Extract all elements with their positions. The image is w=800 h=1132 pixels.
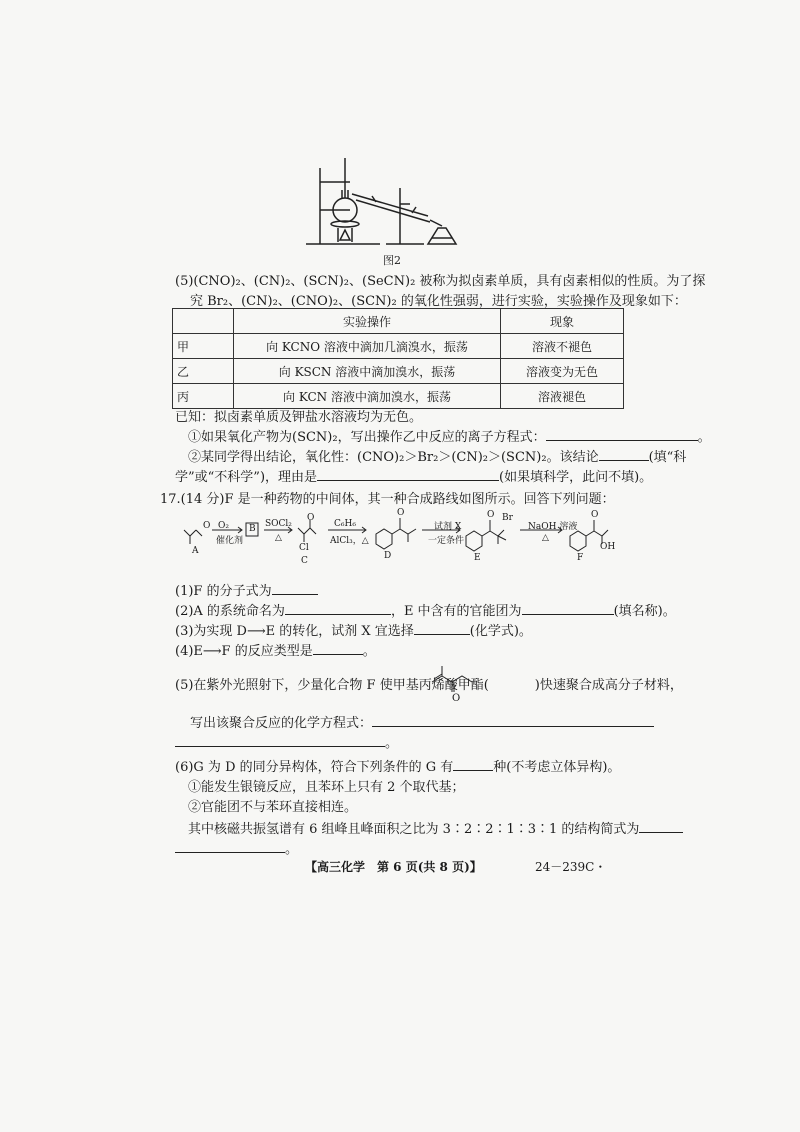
table-cell: 乙 [173,359,234,384]
answer-blank[interactable] [317,466,499,481]
q17-text: (1)F 的分子式为 [175,584,272,599]
q17-text: (化学式)。 [469,624,532,639]
q5-sub2-cont [175,466,652,485]
period: 。 [385,736,399,751]
table-cell: 甲 [173,334,234,359]
table-cell: 向 KCNO 溶液中滴加几滴溴水，振荡 [234,334,501,359]
q17-p1 [175,580,318,599]
period: 。 [697,430,711,445]
reagent-label: 催化剂 [216,536,244,546]
table-cell: 向 KSCN 溶液中滴加溴水，振荡 [234,359,501,384]
atom-label: O [397,508,405,518]
reagent-label: △ [275,533,282,543]
table-header: 现象 [501,309,624,334]
compound-label-b: B [249,524,256,534]
table-row [173,359,624,384]
reagent-label: SOCl₂ [265,519,292,529]
atom-label: OH [600,542,616,552]
table-cell: 溶液褪色 [501,384,624,409]
atom-label: Cl [299,543,309,553]
table-cell: 溶液不褪色 [501,334,624,359]
q17-text: (6)G 为 D 的同分异构体，符合下列条件的 G 有 [175,760,454,775]
q17-intro: 17.(14 分)F 是一种药物的中间体，其一种合成路线如图所示。回答下列问题： [160,492,615,507]
q5-sub2-text: (如果填科学，此问不填)。 [499,470,653,485]
page-code: 24－239C・ [535,860,607,874]
q17-text: (5)在紫外光照射下，少量化合物 F 使甲基丙烯酸甲酯( [175,678,489,693]
q5-sub1-text: ①如果氧化产物为(SCN)₂，写出操作乙中反应的离子方程式： [188,430,546,445]
q17-text: 其中核磁共振氢谱有 6 组峰且峰面积之比为 3∶2∶2∶1∶3∶1 的结构简式为 [188,822,640,837]
q17-p6 [175,756,620,775]
answer-blank[interactable] [599,446,649,461]
atom-label: O [487,510,495,520]
table-cell: 向 KCN 溶液中滴加溴水，振荡 [234,384,501,409]
q17-p5-eq-cont [175,732,398,751]
answer-blank[interactable] [285,600,391,615]
figure-caption: 图2 [383,254,401,267]
atom-label: O [203,521,211,531]
reagent-label: 一定条件 [428,536,465,546]
q5-sub1 [188,426,711,445]
distillation-apparatus-figure [300,158,480,250]
q5-line1: (5)(CNO)₂、(CN)₂、(SCN)₂、(SeCN)₂ 被称为拟卤素单质，具有卤素相似的性质。为了探 [175,274,706,289]
table-header [173,309,234,334]
q17-text: 写出该聚合反应的化学方程式： [190,716,373,731]
answer-blank[interactable] [414,620,470,635]
table-cell: 溶液变为无色 [501,359,624,384]
answer-blank[interactable] [313,640,363,655]
answer-blank[interactable] [372,712,654,727]
compound-label-f: F [577,553,584,563]
atom-label: Br [502,513,513,523]
answer-blank[interactable] [453,756,493,771]
period: 。 [285,842,299,857]
compound-label-c: C [301,556,308,566]
q5-sub2-text: 学”或“不科学”)，理由是 [175,470,318,485]
atom-label: O [307,513,315,523]
answer-blank[interactable] [639,818,683,833]
answer-blank[interactable] [175,732,385,747]
q17-c2: ②官能团不与苯环直接相连。 [188,800,358,815]
answer-blank[interactable] [546,426,698,441]
q17-c1: ①能发生银镜反应，且苯环上只有 2 个取代基； [188,780,465,795]
reagent-label: C₆H₆ [334,519,356,529]
q5-known: 已知：拟卤素单质及钾盐水溶液均为无色。 [175,410,423,425]
table-row [173,334,624,359]
compound-label-d: D [384,551,392,561]
table-row [173,384,624,409]
reagent-label: NaOH 溶液 [528,522,578,532]
reagent-label: 试剂 X [434,522,462,532]
q17-text: (填名称)。 [613,604,676,619]
q17-p4 [175,640,376,659]
compound-label-a: A [192,546,199,556]
q17-text: 。 [362,644,376,659]
answer-blank[interactable] [175,838,285,853]
q17-c3-cont [175,838,298,857]
atom-label: O [452,693,461,704]
reagent-label: AlCl₃，△ [330,536,369,546]
q17-p3 [175,620,532,639]
q17-p5-eq [190,712,654,731]
q17-text: )快速聚合成高分子材料， [534,678,683,693]
q5-sub2-text: ②某同学得出结论，氧化性：(CNO)₂＞Br₂＞(CN)₂＞(SCN)₂。该结论 [188,450,599,465]
experiment-table [172,308,624,409]
q17-c3 [188,818,683,837]
reagent-label: O₂ [218,521,229,531]
reagent-label: △ [542,533,549,543]
q17-text: (3)为实现 D⟶E 的转化，试剂 X 宜选择 [175,624,414,639]
q5-sub2-text: (填“科 [648,450,687,465]
table-header: 实验操作 [234,309,501,334]
q5-line2: 究 Br₂、(CN)₂、(CNO)₂、(SCN)₂ 的氧化性强弱，进行实验，实验操作及现象如下： [190,294,687,309]
answer-blank[interactable] [272,580,318,595]
q17-text: (2)A 的系统命名为 [175,604,285,619]
table-cell: 丙 [173,384,234,409]
q17-text: (4)E⟶F 的反应类型是 [175,644,313,659]
q17-p2 [175,600,676,619]
atom-label: O [591,510,599,520]
q17-text: ，E 中含有的官能团为 [390,604,522,619]
compound-label-e: E [474,553,481,563]
q5-sub2 [188,446,686,465]
page-footer: 【高三化学 第 6 页(共 8 页)】 [305,860,482,874]
answer-blank[interactable] [522,600,614,615]
table-header-row [173,309,624,334]
q17-text: 种(不考虑立体异构)。 [493,760,621,775]
